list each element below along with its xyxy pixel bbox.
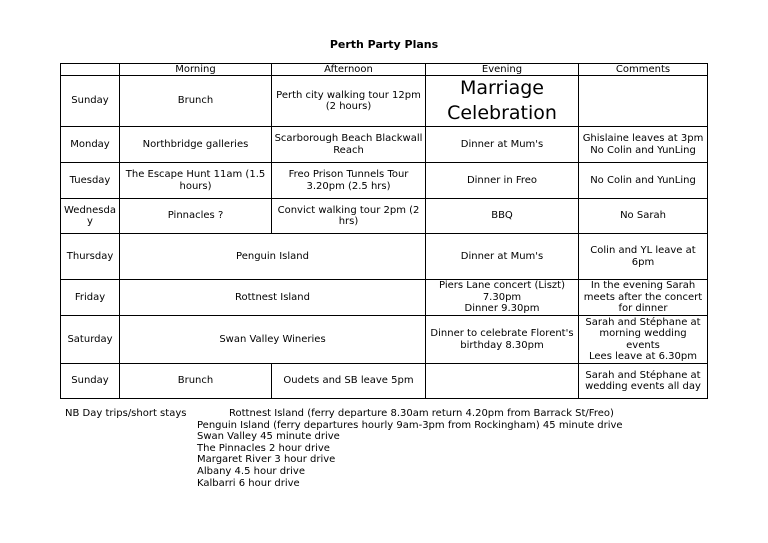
note-line: Margaret River 3 hour drive [197,454,336,466]
day-cell: Tuesday [61,163,120,199]
header-comments: Comments [579,64,708,76]
header-day [61,64,120,76]
notes-label: NB Day trips/short stays [65,408,187,419]
comments-cell: No Sarah [579,199,708,234]
day-cell: Sunday [61,364,120,399]
afternoon-cell: Oudets and SB leave 5pm [272,364,426,399]
evening-cell: Dinner at Mum's [426,234,579,280]
header-morning: Morning [120,64,272,76]
header-row [61,64,708,76]
note-line: Penguin Island (ferry departures hourly 9am-3pm from Rockingham) 45 minute drive [197,419,623,431]
evening-cell: Dinner to celebrate Florent's birthday 8.30pm [426,316,579,364]
table-row [61,163,708,199]
comments-cell: Colin and YL leave at 6pm [579,234,708,280]
morning-cell: Northbridge galleries [120,127,272,163]
header-evening: Evening [426,64,579,76]
comments-cell: No Colin and YunLing [579,163,708,199]
note-line: Albany 4.5 hour drive [197,465,306,477]
table-row [61,127,708,163]
evening-cell [426,364,579,399]
daytime-cell: Rottnest Island [120,280,426,316]
day-trips-notes [65,408,623,489]
comments-cell: Ghislaine leaves at 3pm No Colin and YunLing [579,127,708,163]
morning-cell: The Escape Hunt 11am (1.5 hours) [120,163,272,199]
daytime-cell: Swan Valley Wineries [120,316,426,364]
afternoon-cell: Convict walking tour 2pm (2 hrs) [272,199,426,234]
note-line: The Pinnacles 2 hour drive [197,442,330,454]
table-row [61,199,708,234]
morning-cell: Pinnacles ? [120,199,272,234]
day-cell: Monday [61,127,120,163]
daytime-cell: Penguin Island [120,234,426,280]
day-cell: Sunday [61,76,120,127]
note-line: Swan Valley 45 minute drive [197,431,340,443]
evening-cell: BBQ [426,199,579,234]
day-cell: Thursday [61,234,120,280]
morning-cell: Brunch [120,364,272,399]
afternoon-cell: Scarborough Beach Blackwall Reach [272,127,426,163]
day-cell: Wednesday [61,199,120,234]
note-line: Kalbarri 6 hour drive [197,477,300,489]
day-cell: Friday [61,280,120,316]
comments-cell: Sarah and Stéphane at morning wedding events Lees leave at 6.30pm [579,316,708,364]
day-cell: Saturday [61,316,120,364]
comments-cell [579,76,708,127]
table-row [61,76,708,127]
comments-cell: Sarah and Stéphane at wedding events all day [579,364,708,399]
table-row [61,280,708,316]
table-row [61,364,708,399]
evening-cell: Dinner in Freo [426,163,579,199]
table-row [61,234,708,280]
document-title: Perth Party Plans [329,38,439,51]
evening-cell: Dinner at Mum's [426,127,579,163]
note-line: Rottnest Island (ferry departure 8.30am return 4.20pm from Barrack St/Freo) [229,408,614,419]
morning-cell: Brunch [120,76,272,127]
afternoon-cell: Perth city walking tour 12pm (2 hours) [272,76,426,127]
afternoon-cell: Freo Prison Tunnels Tour 3.20pm (2.5 hrs) [272,163,426,199]
evening-cell: Piers Lane concert (Liszt) 7.30pm Dinner 9.30pm [426,280,579,316]
comments-cell: In the evening Sarah meets after the concert for dinner [579,280,708,316]
evening-cell: Marriage Celebration [426,76,579,127]
table-row [61,316,708,364]
schedule-table [60,63,708,399]
header-afternoon: Afternoon [272,64,426,76]
